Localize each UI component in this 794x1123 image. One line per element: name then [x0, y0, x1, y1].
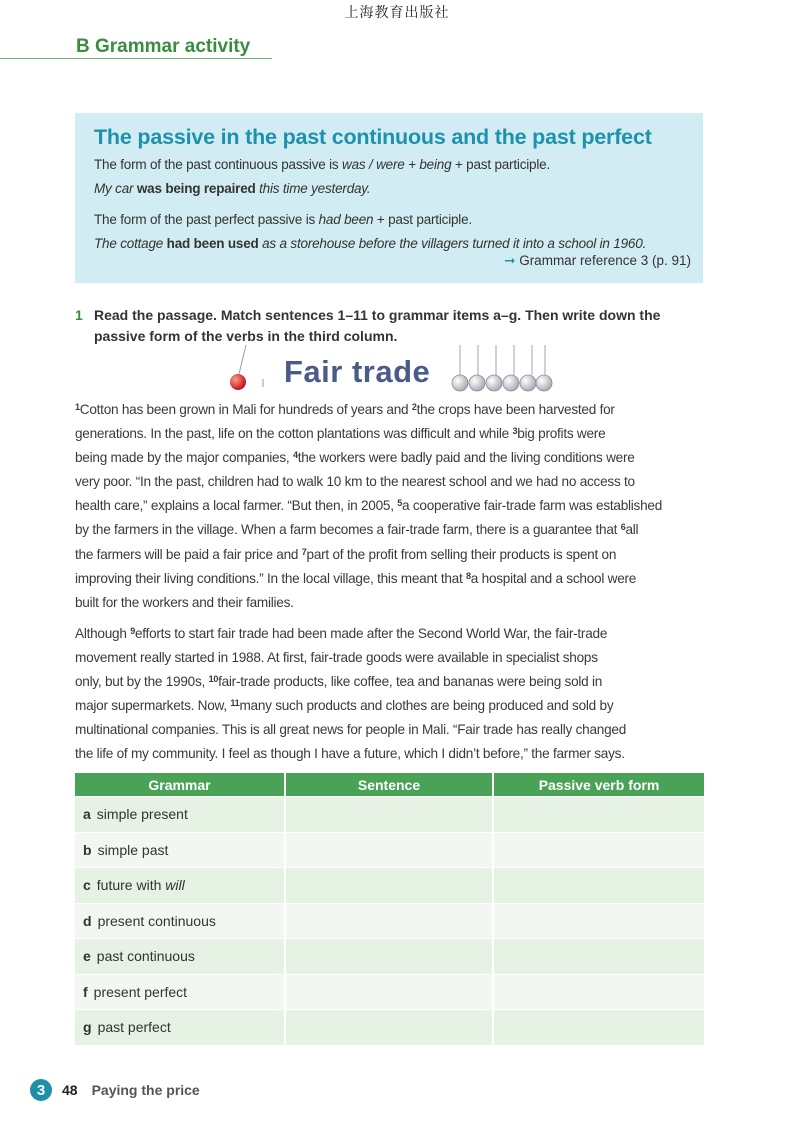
passage-line: $^1$Cotton has been grown in Mali for hundreds of years and $^2$the crops have been harvested for [75, 402, 615, 417]
passage-line: by the farmers in the village. When a farm becomes a fair-trade farm, there is a guarantee that $^6$all [75, 522, 639, 538]
grammar-letter: a [83, 806, 91, 823]
grammar-item: simple past [97, 841, 169, 858]
passive-form-answer-cell[interactable] [493, 903, 704, 939]
grammar-cell [75, 832, 285, 868]
section-title: B Grammar activity [76, 36, 251, 57]
past-perfect-example: The cottage had been used as a storehouse before the villagers turned it into a school in 1960. [94, 236, 647, 251]
passive-form-answer-cell[interactable] [493, 797, 704, 833]
unit-title: Paying the price [91, 1082, 200, 1098]
sentence-answer-cell[interactable] [285, 974, 493, 1010]
table-row [75, 868, 704, 904]
table-row [75, 903, 704, 939]
table-row [75, 797, 704, 833]
passage-line: being made by the major companies, $^4$the workers were badly paid and the living conditions were [75, 450, 635, 466]
grammar-cell [75, 903, 285, 939]
past-continuous-example: My car was being repaired this time yesterday. [94, 181, 371, 196]
passive-form-answer-cell[interactable] [493, 1010, 704, 1045]
grammar-box-title: The passive in the past continuous and the past perfect [94, 125, 652, 149]
grammar-box [75, 113, 703, 283]
table-row [75, 939, 704, 975]
unit-badge: 3 [30, 1079, 52, 1101]
grammar-item: past perfect [97, 1019, 171, 1036]
grammar-letter: g [83, 1019, 92, 1036]
grammar-item: past continuous [96, 948, 195, 965]
header-grammar: Grammar [75, 773, 285, 797]
passage-line: health care,” explains a local farmer. “But then, in 2005, $^5$a cooperative fair-trade farm was established [75, 498, 663, 514]
task-instruction [75, 305, 705, 347]
grammar-cell [75, 939, 285, 975]
task-text: Read the passage. Match sentences 1–11 to grammar items a–g. Then write down the passive form of the verbs in the third column. [94, 307, 661, 344]
passage-line: the life of my community. I feel as though I have a future, which I didn’t before,” the farmer says. [75, 746, 625, 762]
passage-line: movement really started in 1988. At first, fair-trade goods were available in specialist shops [75, 650, 598, 666]
passage-paragraph-2 [75, 622, 715, 767]
sentence-marker: 2 [411, 402, 417, 412]
grammar-cell [75, 797, 285, 833]
passage-line: very poor. “In the past, children had to walk 10 km to the nearest school and we had no access to [75, 474, 635, 490]
passage-line: the farmers will be paid a fair price and $^7$part of the profit from selling their products is spent on [75, 546, 617, 562]
sentence-answer-cell[interactable] [285, 868, 493, 904]
sentence-marker: 7 [301, 546, 307, 557]
passive-form-answer-cell[interactable] [493, 939, 704, 975]
sentence-marker: 3 [512, 426, 518, 437]
passage-title: Fair trade [284, 354, 431, 389]
grammar-cell [75, 1010, 285, 1045]
page-number: 48 [62, 1082, 78, 1098]
passage-line: only, but by the 1990s, $^{10}$fair-trade products, like coffee, tea and bananas were being sold in [75, 674, 603, 690]
passage-line: improving their living conditions.” In the local village, this meant that $^8$a hospital and a school were [75, 570, 637, 586]
grammar-item: future with [96, 877, 166, 894]
grammar-cell [75, 868, 285, 904]
grammar-letter: b [83, 841, 92, 858]
grammar-letter: d [83, 912, 92, 929]
table-header-row [75, 773, 704, 797]
pendulum-ball-icon [226, 342, 276, 394]
passage-line: built for the workers and their families. [75, 594, 294, 610]
arrow-right-icon: ➞ [504, 253, 516, 268]
sentence-marker: 10 [208, 674, 219, 685]
passive-form-answer-cell[interactable] [493, 974, 704, 1010]
grammar-cell [75, 974, 285, 1010]
table-row [75, 832, 704, 868]
passage-line: Although $^9$efforts to start fair trade had been made after the Second World War, the fair-trade [75, 626, 608, 641]
header-sentence: Sentence [285, 773, 493, 797]
passage-line: major supermarkets. Now, $^{11}$many such products and clothes are being produced and sold by [75, 698, 614, 714]
sentence-answer-cell[interactable] [285, 939, 493, 975]
sentence-marker: 9 [130, 626, 135, 636]
past-perfect-form: The form of the past perfect passive is had been + past participle. [94, 212, 472, 227]
sentence-marker: 1 [75, 402, 80, 412]
sentence-answer-cell[interactable] [285, 903, 493, 939]
page-footer [30, 1077, 200, 1103]
passage-paragraph-1 [75, 398, 715, 615]
table-row [75, 1010, 704, 1045]
passage-line: multinational companies. This is all great news for people in Mali. “Fair trade has really changed [75, 722, 627, 738]
newtons-cradle-icon [447, 343, 557, 393]
grammar-letter: e [83, 948, 91, 965]
passage-line: generations. In the past, life on the cotton plantations was difficult and while $^3$big profits were [75, 426, 606, 442]
publisher-name: 上海教育出版社 [344, 5, 450, 21]
grammar-item-emphasis: will [165, 877, 185, 894]
header-passive-verb-form: Passive verb form [493, 773, 704, 797]
sentence-marker: 11 [230, 698, 240, 709]
section-divider [0, 58, 272, 59]
past-continuous-form: The form of the past continuous passive is was / were + being + past participle. [94, 157, 551, 172]
grammar-item: simple present [96, 806, 188, 823]
grammar-letter: f [83, 983, 88, 1000]
sentence-marker: 6 [620, 522, 626, 533]
passive-form-answer-cell[interactable] [493, 832, 704, 868]
grammar-letter: c [83, 877, 91, 894]
sentence-answer-cell[interactable] [285, 832, 493, 868]
grammar-reference-link[interactable]: ➞ Grammar reference 3 (p. 91) [504, 253, 691, 268]
passive-form-answer-cell[interactable] [493, 868, 704, 904]
sentence-marker: 5 [397, 498, 403, 509]
grammar-item: present perfect [93, 983, 188, 1000]
table-row [75, 974, 704, 1010]
sentence-marker: 8 [466, 570, 471, 581]
sentence-answer-cell[interactable] [285, 797, 493, 833]
sentence-answer-cell[interactable] [285, 1010, 493, 1045]
grammar-table [75, 773, 704, 1045]
grammar-item: present continuous [97, 912, 216, 929]
sentence-marker: 4 [292, 450, 298, 461]
task-number: 1 [75, 307, 83, 323]
